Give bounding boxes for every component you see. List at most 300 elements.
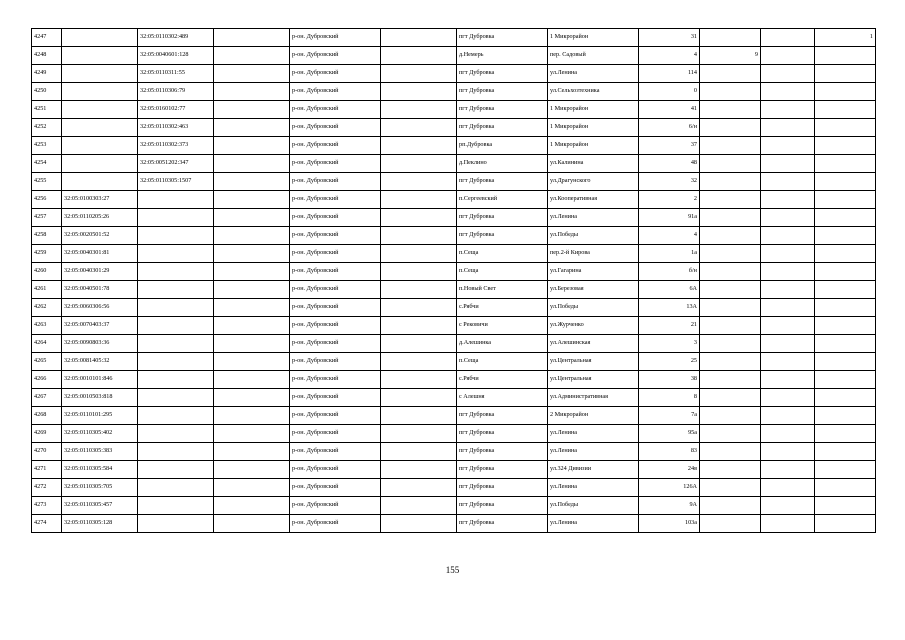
cadastral-number-b-cell (138, 245, 214, 263)
street-cell: ул.Березовая (548, 281, 639, 299)
apartment-cell (700, 443, 761, 461)
locality-extra-cell (381, 461, 457, 479)
cadastral-number-b-cell (138, 407, 214, 425)
extra-1-cell (761, 425, 815, 443)
street-cell: ул.Драгунского (548, 173, 639, 191)
cadastral-number-c-cell (214, 101, 290, 119)
record-number-cell: 4269 (32, 425, 62, 443)
district-cell: р-он. Дубровский (290, 263, 381, 281)
extra-2-cell (815, 119, 876, 137)
cadastral-number-a-cell: 32:05:0110305:457 (62, 497, 138, 515)
cadastral-number-b-cell (138, 227, 214, 245)
cadastral-number-c-cell (214, 191, 290, 209)
house-number-cell: 38 (639, 371, 700, 389)
house-number-cell: 2 (639, 191, 700, 209)
locality-extra-cell (381, 65, 457, 83)
apartment-cell (700, 281, 761, 299)
cadastral-number-a-cell: 32:05:0010101:846 (62, 371, 138, 389)
registry-table-body (32, 29, 876, 533)
extra-1-cell (761, 443, 815, 461)
street-cell: 2 Микрорайон (548, 407, 639, 425)
extra-1-cell (761, 479, 815, 497)
street-cell: ул.Сельхозтехника (548, 83, 639, 101)
page-number: 155 (445, 565, 460, 575)
cadastral-number-c-cell (214, 443, 290, 461)
settlement-cell: д.Немерь (457, 47, 548, 65)
table-row (32, 353, 876, 371)
settlement-cell: пгт Дубровка (457, 83, 548, 101)
extra-2-cell (815, 389, 876, 407)
cadastral-number-a-cell: 32:05:0100303:27 (62, 191, 138, 209)
street-cell: ул.Ленина (548, 209, 639, 227)
settlement-cell: пгт Дубровка (457, 65, 548, 83)
district-cell: р-он. Дубровский (290, 155, 381, 173)
house-number-cell: 37 (639, 137, 700, 155)
house-number-cell: 114 (639, 65, 700, 83)
house-number-cell: 21 (639, 317, 700, 335)
table-row (32, 389, 876, 407)
cadastral-number-b-cell: 32:05:0110311:55 (138, 65, 214, 83)
house-number-cell: 7а (639, 407, 700, 425)
extra-2-cell (815, 425, 876, 443)
extra-1-cell (761, 371, 815, 389)
extra-2-cell (815, 515, 876, 533)
extra-2-cell (815, 407, 876, 425)
apartment-cell (700, 155, 761, 173)
locality-extra-cell (381, 209, 457, 227)
record-number-cell: 4259 (32, 245, 62, 263)
apartment-cell (700, 83, 761, 101)
cadastral-number-c-cell (214, 281, 290, 299)
cadastral-number-c-cell (214, 227, 290, 245)
table-row (32, 335, 876, 353)
table-row (32, 461, 876, 479)
extra-2-cell (815, 317, 876, 335)
cadastral-number-c-cell (214, 515, 290, 533)
cadastral-number-a-cell (62, 155, 138, 173)
district-cell: р-он. Дубровский (290, 119, 381, 137)
extra-1-cell (761, 137, 815, 155)
district-cell: р-он. Дубровский (290, 83, 381, 101)
cadastral-number-a-cell: 32:05:0110101:295 (62, 407, 138, 425)
street-cell: ул.Гагарина (548, 263, 639, 281)
table-row (32, 299, 876, 317)
record-number-cell: 4251 (32, 101, 62, 119)
cadastral-number-a-cell: 32:05:0090803:36 (62, 335, 138, 353)
cadastral-number-a-cell: 32:05:0020501:52 (62, 227, 138, 245)
settlement-cell: пгт Дубровка (457, 425, 548, 443)
table-row (32, 173, 876, 191)
locality-extra-cell (381, 407, 457, 425)
cadastral-number-a-cell: 32:05:0110305:584 (62, 461, 138, 479)
locality-extra-cell (381, 83, 457, 101)
cadastral-number-b-cell: 32:05:0040601:128 (138, 47, 214, 65)
table-row (32, 191, 876, 209)
house-number-cell: 126А (639, 479, 700, 497)
settlement-cell: пгт Дубровка (457, 443, 548, 461)
registry-table (31, 28, 876, 533)
record-number-cell: 4273 (32, 497, 62, 515)
district-cell: р-он. Дубровский (290, 407, 381, 425)
cadastral-number-b-cell: 32:05:0110302:373 (138, 137, 214, 155)
cadastral-number-a-cell: 32:05:0110305:383 (62, 443, 138, 461)
extra-2-cell (815, 443, 876, 461)
settlement-cell: с Рековичи (457, 317, 548, 335)
cadastral-number-c-cell (214, 137, 290, 155)
house-number-cell: 4 (639, 227, 700, 245)
extra-2-cell (815, 281, 876, 299)
cadastral-number-a-cell (62, 137, 138, 155)
locality-extra-cell (381, 335, 457, 353)
locality-extra-cell (381, 281, 457, 299)
record-number-cell: 4264 (32, 335, 62, 353)
apartment-cell (700, 371, 761, 389)
cadastral-number-a-cell (62, 47, 138, 65)
house-number-cell: б/н (639, 263, 700, 281)
cadastral-number-c-cell (214, 119, 290, 137)
cadastral-number-c-cell (214, 335, 290, 353)
extra-1-cell (761, 83, 815, 101)
district-cell: р-он. Дубровский (290, 443, 381, 461)
record-number-cell: 4256 (32, 191, 62, 209)
apartment-cell (700, 65, 761, 83)
district-cell: р-он. Дубровский (290, 335, 381, 353)
cadastral-number-c-cell (214, 497, 290, 515)
street-cell: ул.Ленина (548, 443, 639, 461)
extra-1-cell (761, 353, 815, 371)
record-number-cell: 4253 (32, 137, 62, 155)
table-row (32, 101, 876, 119)
house-number-cell: 3 (639, 335, 700, 353)
cadastral-number-c-cell (214, 263, 290, 281)
house-number-cell: 95а (639, 425, 700, 443)
settlement-cell: пгт Дубровка (457, 209, 548, 227)
cadastral-number-c-cell (214, 425, 290, 443)
extra-2-cell (815, 245, 876, 263)
record-number-cell: 4268 (32, 407, 62, 425)
cadastral-number-c-cell (214, 65, 290, 83)
extra-1-cell (761, 407, 815, 425)
extra-2-cell (815, 137, 876, 155)
cadastral-number-c-cell (214, 155, 290, 173)
house-number-cell: 32 (639, 173, 700, 191)
street-cell: 1 Микрорайон (548, 29, 639, 47)
extra-1-cell (761, 515, 815, 533)
record-number-cell: 4248 (32, 47, 62, 65)
record-number-cell: 4272 (32, 479, 62, 497)
locality-extra-cell (381, 299, 457, 317)
table-row (32, 479, 876, 497)
cadastral-number-c-cell (214, 479, 290, 497)
house-number-cell: 13А (639, 299, 700, 317)
record-number-cell: 4258 (32, 227, 62, 245)
record-number-cell: 4260 (32, 263, 62, 281)
locality-extra-cell (381, 443, 457, 461)
house-number-cell: 41 (639, 101, 700, 119)
table-row (32, 47, 876, 65)
extra-1-cell (761, 29, 815, 47)
street-cell: 1 Микрорайон (548, 137, 639, 155)
table-row (32, 425, 876, 443)
table-row (32, 155, 876, 173)
settlement-cell: пгт Дубровка (457, 461, 548, 479)
house-number-cell: 6/н (639, 119, 700, 137)
cadastral-number-a-cell: 32:05:0110305:705 (62, 479, 138, 497)
locality-extra-cell (381, 353, 457, 371)
district-cell: р-он. Дубровский (290, 353, 381, 371)
record-number-cell: 4263 (32, 317, 62, 335)
extra-2-cell (815, 461, 876, 479)
apartment-cell (700, 461, 761, 479)
apartment-cell (700, 101, 761, 119)
locality-extra-cell (381, 101, 457, 119)
district-cell: р-он. Дубровский (290, 425, 381, 443)
settlement-cell: п.Новый Свет (457, 281, 548, 299)
cadastral-number-c-cell (214, 371, 290, 389)
extra-2-cell (815, 101, 876, 119)
cadastral-number-a-cell: 32:05:0040301:29 (62, 263, 138, 281)
cadastral-number-a-cell: 32:05:0060306:56 (62, 299, 138, 317)
settlement-cell: пгт Дубровка (457, 173, 548, 191)
settlement-cell: п.Сеща (457, 263, 548, 281)
settlement-cell: п.Сеща (457, 353, 548, 371)
district-cell: р-он. Дубровский (290, 515, 381, 533)
locality-extra-cell (381, 497, 457, 515)
cadastral-number-b-cell (138, 191, 214, 209)
house-number-cell: 91а (639, 209, 700, 227)
cadastral-number-c-cell (214, 173, 290, 191)
record-number-cell: 4249 (32, 65, 62, 83)
street-cell: ул.Ленина (548, 515, 639, 533)
record-number-cell: 4252 (32, 119, 62, 137)
record-number-cell: 4265 (32, 353, 62, 371)
street-cell: пер.2-й Кирова (548, 245, 639, 263)
cadastral-number-a-cell (62, 65, 138, 83)
cadastral-number-b-cell (138, 497, 214, 515)
locality-extra-cell (381, 245, 457, 263)
cadastral-number-a-cell: 32:05:0081405:32 (62, 353, 138, 371)
street-cell: ул.Ленина (548, 479, 639, 497)
cadastral-number-a-cell (62, 29, 138, 47)
cadastral-number-a-cell (62, 101, 138, 119)
cadastral-number-c-cell (214, 317, 290, 335)
table-row (32, 407, 876, 425)
street-cell: ул.Победы (548, 497, 639, 515)
house-number-cell: 0 (639, 83, 700, 101)
street-cell: ул.Ленина (548, 425, 639, 443)
apartment-cell (700, 497, 761, 515)
extra-1-cell (761, 497, 815, 515)
locality-extra-cell (381, 47, 457, 65)
record-number-cell: 4274 (32, 515, 62, 533)
cadastral-number-b-cell: 32:05:0110306:79 (138, 83, 214, 101)
table-row (32, 65, 876, 83)
house-number-cell: 6А (639, 281, 700, 299)
apartment-cell (700, 353, 761, 371)
street-cell: ул.Калинина (548, 155, 639, 173)
settlement-cell: пгт Дубровка (457, 407, 548, 425)
apartment-cell (700, 479, 761, 497)
extra-2-cell (815, 353, 876, 371)
apartment-cell: 9 (700, 47, 761, 65)
street-cell: 1 Микрорайон (548, 119, 639, 137)
locality-extra-cell (381, 389, 457, 407)
district-cell: р-он. Дубровский (290, 479, 381, 497)
cadastral-number-c-cell (214, 407, 290, 425)
cadastral-number-c-cell (214, 353, 290, 371)
street-cell: пер. Садовый (548, 47, 639, 65)
cadastral-number-b-cell: 32:05:0051202:347 (138, 155, 214, 173)
cadastral-number-c-cell (214, 299, 290, 317)
district-cell: р-он. Дубровский (290, 371, 381, 389)
table-row (32, 137, 876, 155)
settlement-cell: пгт Дубровка (457, 227, 548, 245)
cadastral-number-b-cell (138, 209, 214, 227)
table-row (32, 227, 876, 245)
extra-1-cell (761, 245, 815, 263)
record-number-cell: 4262 (32, 299, 62, 317)
settlement-cell: пгт Дубровка (457, 479, 548, 497)
record-number-cell: 4254 (32, 155, 62, 173)
apartment-cell (700, 209, 761, 227)
cadastral-number-b-cell (138, 479, 214, 497)
locality-extra-cell (381, 173, 457, 191)
locality-extra-cell (381, 371, 457, 389)
apartment-cell (700, 515, 761, 533)
apartment-cell (700, 299, 761, 317)
locality-extra-cell (381, 263, 457, 281)
apartment-cell (700, 407, 761, 425)
settlement-cell: пгт Дубровка (457, 101, 548, 119)
house-number-cell: 24в (639, 461, 700, 479)
apartment-cell (700, 335, 761, 353)
extra-1-cell (761, 281, 815, 299)
record-number-cell: 4271 (32, 461, 62, 479)
cadastral-number-a-cell (62, 173, 138, 191)
extra-2-cell (815, 173, 876, 191)
extra-2-cell (815, 227, 876, 245)
cadastral-number-b-cell (138, 353, 214, 371)
street-cell: ул.Алешинская (548, 335, 639, 353)
settlement-cell: пгт Дубровка (457, 497, 548, 515)
extra-2-cell (815, 155, 876, 173)
cadastral-number-a-cell (62, 119, 138, 137)
house-number-cell: 4 (639, 47, 700, 65)
locality-extra-cell (381, 191, 457, 209)
locality-extra-cell (381, 515, 457, 533)
extra-2-cell (815, 47, 876, 65)
district-cell: р-он. Дубровский (290, 173, 381, 191)
locality-extra-cell (381, 227, 457, 245)
cadastral-number-c-cell (214, 461, 290, 479)
table-row (32, 317, 876, 335)
cadastral-number-a-cell: 32:05:0110205:26 (62, 209, 138, 227)
cadastral-number-a-cell: 32:05:0070403:37 (62, 317, 138, 335)
extra-2-cell (815, 299, 876, 317)
extra-1-cell (761, 47, 815, 65)
table-row (32, 29, 876, 47)
cadastral-number-a-cell: 32:05:0110305:402 (62, 425, 138, 443)
street-cell: ул.Центральная (548, 353, 639, 371)
cadastral-number-b-cell (138, 515, 214, 533)
locality-extra-cell (381, 155, 457, 173)
street-cell: ул.Победы (548, 227, 639, 245)
settlement-cell: пгт Дубровка (457, 119, 548, 137)
cadastral-number-c-cell (214, 389, 290, 407)
cadastral-number-c-cell (214, 29, 290, 47)
record-number-cell: 4250 (32, 83, 62, 101)
cadastral-number-b-cell (138, 263, 214, 281)
district-cell: р-он. Дубровский (290, 191, 381, 209)
extra-1-cell (761, 101, 815, 119)
settlement-cell: п.Сергеевский (457, 191, 548, 209)
extra-2-cell (815, 371, 876, 389)
apartment-cell (700, 173, 761, 191)
locality-extra-cell (381, 317, 457, 335)
table-row (32, 209, 876, 227)
settlement-cell: пгт Дубровка (457, 515, 548, 533)
table-row (32, 119, 876, 137)
settlement-cell: с Алешня (457, 389, 548, 407)
extra-2-cell (815, 335, 876, 353)
apartment-cell (700, 227, 761, 245)
settlement-cell: д.Пеклино (457, 155, 548, 173)
apartment-cell (700, 245, 761, 263)
settlement-cell: д.Алешинка (457, 335, 548, 353)
district-cell: р-он. Дубровский (290, 245, 381, 263)
table-row (32, 515, 876, 533)
settlement-cell: пгт Дубровка (457, 29, 548, 47)
cadastral-number-b-cell (138, 299, 214, 317)
house-number-cell: 103а (639, 515, 700, 533)
cadastral-number-a-cell: 32:05:0040301:81 (62, 245, 138, 263)
extra-2-cell: 1 (815, 29, 876, 47)
district-cell: р-он. Дубровский (290, 389, 381, 407)
locality-extra-cell (381, 425, 457, 443)
cadastral-number-a-cell: 32:05:0110305:128 (62, 515, 138, 533)
extra-2-cell (815, 263, 876, 281)
cadastral-number-b-cell (138, 371, 214, 389)
record-number-cell: 4261 (32, 281, 62, 299)
district-cell: р-он. Дубровский (290, 137, 381, 155)
locality-extra-cell (381, 479, 457, 497)
extra-1-cell (761, 299, 815, 317)
extra-1-cell (761, 389, 815, 407)
cadastral-number-b-cell (138, 317, 214, 335)
table-row (32, 83, 876, 101)
locality-extra-cell (381, 29, 457, 47)
settlement-cell: рп.Дубровка (457, 137, 548, 155)
house-number-cell: 8 (639, 389, 700, 407)
house-number-cell: 25 (639, 353, 700, 371)
apartment-cell (700, 389, 761, 407)
cadastral-number-b-cell: 32:05:0160102:77 (138, 101, 214, 119)
district-cell: р-он. Дубровский (290, 65, 381, 83)
extra-1-cell (761, 173, 815, 191)
extra-2-cell (815, 65, 876, 83)
extra-1-cell (761, 65, 815, 83)
district-cell: р-он. Дубровский (290, 47, 381, 65)
extra-1-cell (761, 263, 815, 281)
street-cell: ул.Журченко (548, 317, 639, 335)
street-cell: ул.324 Дивизии (548, 461, 639, 479)
apartment-cell (700, 119, 761, 137)
cadastral-number-b-cell: 32:05:0110302:489 (138, 29, 214, 47)
district-cell: р-он. Дубровский (290, 227, 381, 245)
apartment-cell (700, 137, 761, 155)
street-cell: 1 Микрорайон (548, 101, 639, 119)
street-cell: ул.Победы (548, 299, 639, 317)
